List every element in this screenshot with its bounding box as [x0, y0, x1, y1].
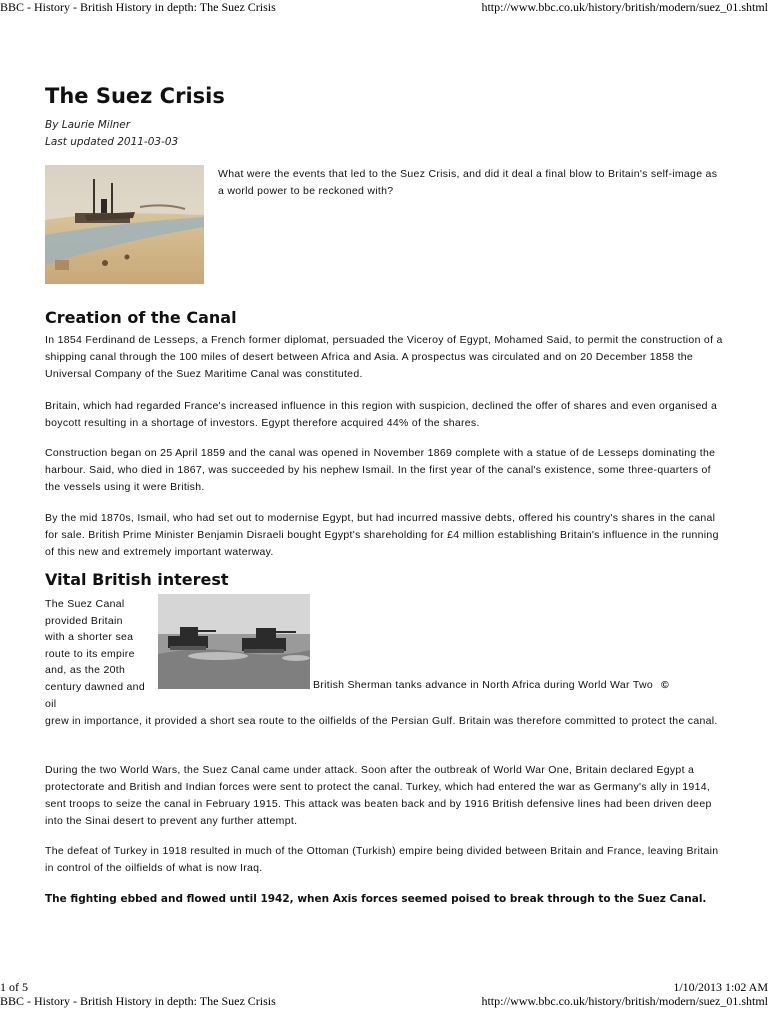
print-footer-title: BBC - History - British History in depth: The Suez Crisis [0, 994, 276, 1008]
paragraph: grew in importance, it provided a short sea route to the oilfields of the Persian Gulf. Britain was therefore committed to protect the canal. [45, 715, 718, 727]
bold-paragraph: The fighting ebbed and flowed until 1942, when Axis forces seemed poised to break through to the Suez Canal. [45, 893, 707, 905]
print-datetime: 1/10/2013 1:02 AM [673, 980, 768, 994]
paragraph: Construction began on 25 April 1859 and the canal was opened in November 1869 complete with a statue of de Lesseps dominating the harbour. Said, who died in 1867, was succeeded by his nephew Ismail. In the first year of the canal's existence, some three-quarters of the vessels using it were British. [45, 447, 716, 493]
last-updated: Last updated 2011-03-03 [45, 136, 179, 148]
print-header-title: BBC - History - British History in depth: The Suez Crisis [0, 0, 276, 14]
caption-text: British Sherman tanks advance in North Africa during World War Two [313, 679, 653, 691]
paragraph: During the two World Wars, the Suez Canal came under attack. Soon after the outbreak of World War One, Britain declared Egypt a protectorate and British and Indian forces were sent to protect the canal. Turkey, which had entered the war as Germany's ally in 1914, sent troops to seize the canal in February 1915. This attack was beaten back and by 1916 British defensive lines had been driven deep into the Sinai desert to prevent any further attempt. [45, 764, 712, 827]
page-title: The Suez Crisis [45, 84, 225, 108]
paragraph: By the mid 1870s, Ismail, who had set out to modernise Egypt, but had incurred massive debts, offered his country's shares in the canal for sale. British Prime Minister Benjamin Disraeli bought Egypt's shareholding for £4 million establishing Britain's influence in the running of this new and extremely important waterway. [45, 512, 719, 558]
paragraph: The defeat of Turkey in 1918 resulted in much of the Ottoman (Turkish) empire being divided between Britain and France, leaving Britain in control of the oilfields of what is now Iraq. [45, 845, 719, 874]
byline: By Laurie Milner [45, 119, 131, 131]
page-number: 1 of 5 [0, 980, 28, 994]
print-footer-url: http://www.bbc.co.uk/history/british/modern/suez_01.shtml [481, 994, 768, 1008]
intro-text: What were the events that led to the Suez Crisis, and did it deal a final blow to Britain's self-image as a world power to be reckoned with? [218, 168, 718, 197]
image-caption [313, 679, 669, 691]
paragraph: In 1854 Ferdinand de Lesseps, a French former diplomat, persuaded the Viceroy of Egypt, Mohamed Said, to permit the construction of a shipping canal through the 100 miles of desert between Africa and Asia. A prospectus was circulated and on 20 December 1858 the Universal Company of the Suez Maritime Canal was constituted. [45, 334, 723, 380]
sherman-tanks-image [158, 594, 310, 689]
suez-canal-painting-image [45, 165, 204, 284]
print-header [0, 0, 768, 14]
wrapped-lead-text: The Suez Canal provided Britain with a shorter sea route to its empire and, as the 20th century dawned and oil [45, 598, 145, 710]
paragraph: Britain, which had regarded France's increased influence in this region with suspicion, declined the offer of shares and even organised a boycott resulting in a shortage of investors. Egypt therefore acquired 44% of the shares. [45, 400, 718, 429]
section-heading-creation: Creation of the Canal [45, 308, 237, 327]
print-header-url: http://www.bbc.co.uk/history/british/modern/suez_01.shtml [481, 0, 768, 14]
copyright-icon[interactable]: © [661, 679, 670, 691]
section-heading-vital-interest: Vital British interest [45, 570, 229, 589]
print-footer [0, 994, 768, 1008]
print-footer-page [0, 980, 768, 994]
